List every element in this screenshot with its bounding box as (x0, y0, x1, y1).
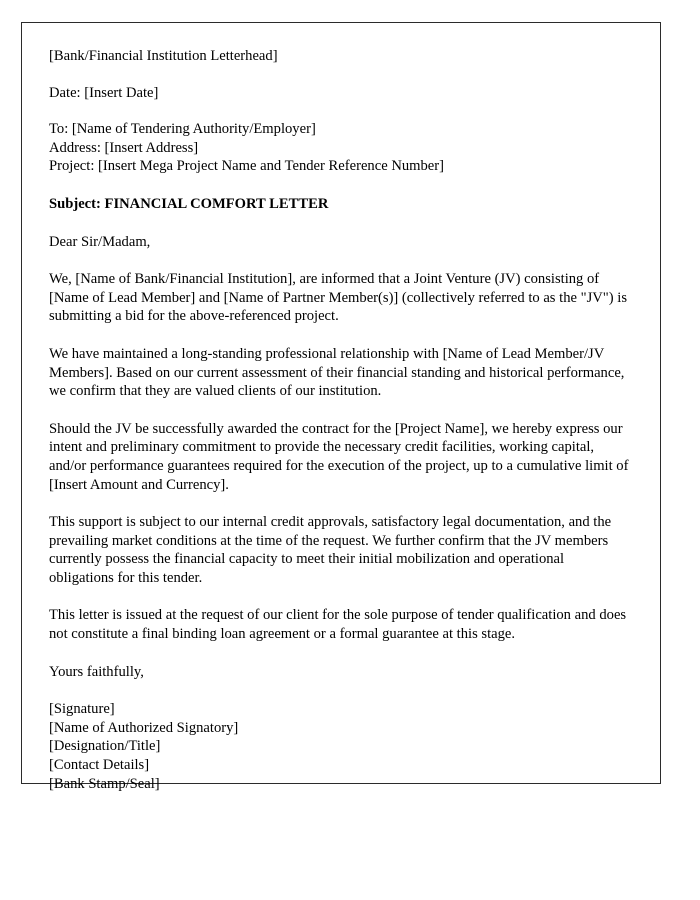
recipient-address-line: Address: [Insert Address] (49, 139, 199, 156)
closing-salutation: Yours faithfully, (49, 663, 144, 680)
spacer (49, 176, 631, 195)
signatory-name: [Name of Authorized Signatory] (49, 719, 239, 736)
body-paragraph-5: This letter is issued at the request of our client for the sole purpose of tender qualification and does not constitute a final binding loan agreement or a formal guarantee at this stage. (49, 607, 627, 643)
letter-border-frame (21, 22, 661, 792)
spacer (49, 214, 631, 233)
spacer (49, 251, 631, 270)
subject-line: Subject: FINANCIAL COMFORT LETTER (49, 195, 329, 212)
signatory-contact: [Contact Details] (49, 757, 150, 774)
signature-placeholder: [Signature] (49, 701, 115, 718)
date-line: Date: [Insert Date] (49, 84, 159, 101)
spacer (49, 644, 631, 663)
spacer (49, 587, 631, 606)
bank-stamp-seal: [Bank Stamp/Seal] (49, 775, 160, 792)
body-paragraph-4: This support is subject to our internal credit approvals, satisfactory legal documentation, and the prevailing market conditions at the time of the request. We further confirm that the JV members currently possess the financial capacity to meet their initial mobilization and operational obligations for this tender. (49, 514, 612, 586)
recipient-to-line: To: [Name of Tendering Authority/Employer] (49, 121, 316, 138)
spacer (49, 102, 631, 120)
body-paragraph-3: Should the JV be successfully awarded the contract for the [Project Name], we hereby express our intent and preliminary commitment to provide the necessary credit facilities, working capital, and/or performance guarantees required for the execution of the project, up to a cumulative limit of [Insert Amount and Currency]. (49, 420, 629, 493)
body-paragraph-1: We, [Name of Bank/Financial Institution], are informed that a Joint Venture (JV) consisting of [Name of Lead Member] and [Name of Partner Member(s)] (collectively referred to as the "JV") is submitting a bid for the above-referenced project. (49, 271, 627, 325)
spacer (49, 401, 631, 420)
signatory-designation: [Designation/Title] (49, 738, 161, 755)
letterhead-placeholder: [Bank/Financial Institution Letterhead] (49, 48, 278, 64)
spacer (49, 494, 631, 513)
spacer (49, 66, 631, 84)
salutation: Dear Sir/Madam, (49, 233, 151, 250)
recipient-project-line: Project: [Insert Mega Project Name and Tender Reference Number] (49, 158, 445, 175)
body-paragraph-2: We have maintained a long-standing professional relationship with [Name of Lead Member/JV Members]. Based on our current assessment of their financial standing and historical performance, we confirm that they are valued clients of our institution. (49, 345, 625, 400)
spacer (49, 326, 631, 345)
letter-content (49, 47, 631, 793)
spacer (49, 681, 631, 700)
